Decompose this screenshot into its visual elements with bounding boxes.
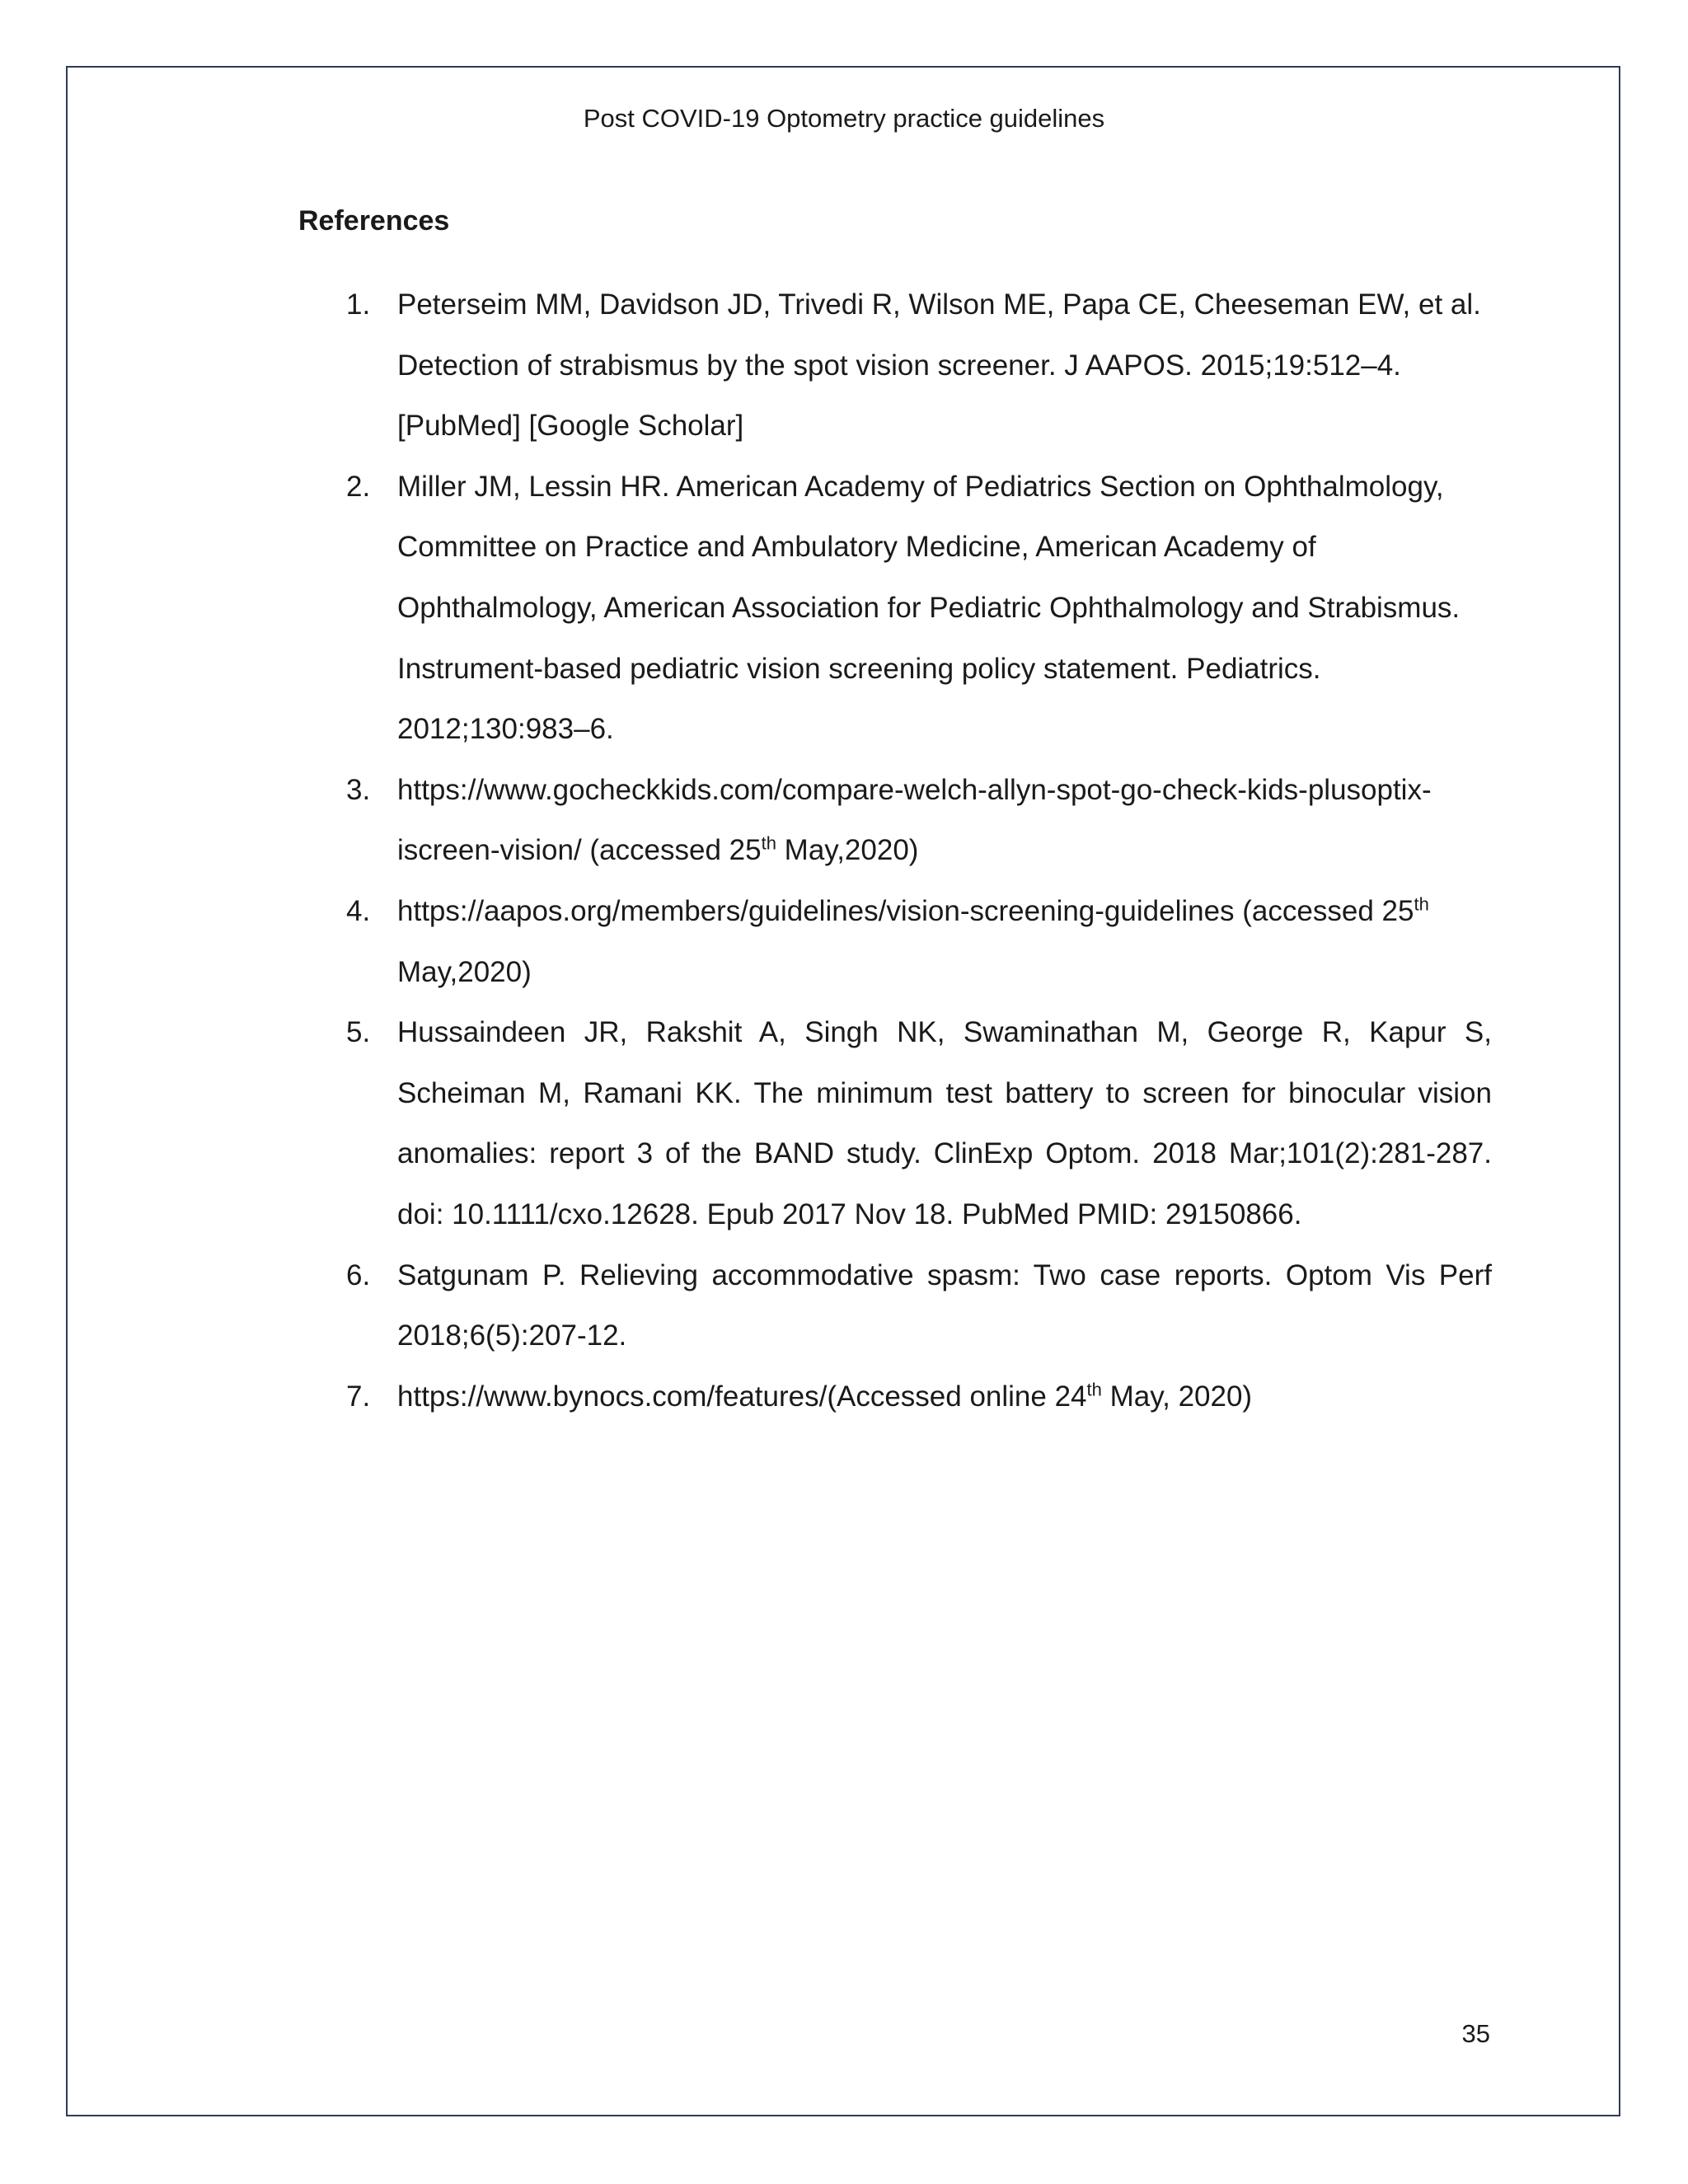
reference-date: May,2020) — [397, 955, 532, 988]
reference-item — [346, 760, 1492, 881]
reference-list — [346, 274, 1492, 1427]
reference-link[interactable]: https://www.gocheckkids.com/compare-welch-allyn-spot-go-check-kids-​plusoptix-iscreen-vision/ (accessed 25 — [397, 773, 1432, 867]
reference-number: 6. — [346, 1258, 371, 1291]
reference-link[interactable]: https://www.bynocs.com/features/(Accessed online 24 — [397, 1380, 1087, 1413]
reference-number: 1. — [346, 288, 371, 321]
reference-number: 7. — [346, 1380, 371, 1413]
reference-number: 4. — [346, 894, 371, 927]
section-heading: References — [298, 205, 450, 237]
page-number: 35 — [1461, 2019, 1490, 2048]
ordinal-suffix: th — [1086, 1379, 1102, 1400]
reference-item — [346, 1002, 1492, 1244]
reference-text: Miller JM, Lessin HR. American Academy of Pediatrics Section on Ophthalmology, Committee on Practice and Ambulatory Medicine, American Academy of Ophthalmology, American Association for Pediatric Ophthalmology and Strabismus. Instrument-based pediatric vision screening policy statement. Pediatrics. 2012;130:983–6. — [397, 470, 1461, 746]
reference-date: May,2020) — [776, 834, 919, 867]
ordinal-suffix: th — [1414, 893, 1429, 915]
reference-number: 3. — [346, 773, 371, 806]
reference-text: Hussaindeen JR, Rakshit A, Singh NK, Swaminathan M, George R, Kapur S, Scheiman M, Ramani KK. The minimum test battery to screen for binocular vision anomalies: report 3 of the BAND study. ClinExp Optom. 2018 Mar;101(2):281-287. doi: 10.1111/cxo.12628. Epub 2017 Nov 18. PubMed PMID: 29150866. — [397, 1016, 1492, 1230]
reference-item — [346, 457, 1492, 760]
reference-number: 5. — [346, 1016, 371, 1049]
reference-item — [346, 1245, 1492, 1366]
reference-item — [346, 1366, 1492, 1427]
reference-text — [397, 895, 1429, 988]
reference-text — [397, 774, 1432, 867]
reference-item — [346, 274, 1492, 457]
ordinal-suffix: th — [761, 832, 776, 854]
reference-text: Peterseim MM, Davidson JD, Trivedi R, Wilson ME, Papa CE, Cheeseman EW, et al. Detection of strabismus by the spot vision screener. J AAPOS. 2015;19:512–​4. [PubMed] [Google Scholar] — [397, 288, 1481, 443]
running-header: Post COVID-19 Optometry practice guidelines — [583, 104, 1105, 133]
reference-date: May, 2020) — [1101, 1380, 1253, 1413]
reference-text: Satgunam P. Relieving accommodative spasm: Two case reports. Optom Vis Perf 2018;6(5):207-12. — [397, 1258, 1492, 1352]
reference-text — [397, 1380, 1252, 1413]
reference-link[interactable]: https://aapos.org/members/guidelines/vision-screening-guidelines (accessed 25 — [397, 894, 1414, 927]
reference-item — [346, 881, 1492, 1002]
reference-number: 2. — [346, 470, 371, 503]
